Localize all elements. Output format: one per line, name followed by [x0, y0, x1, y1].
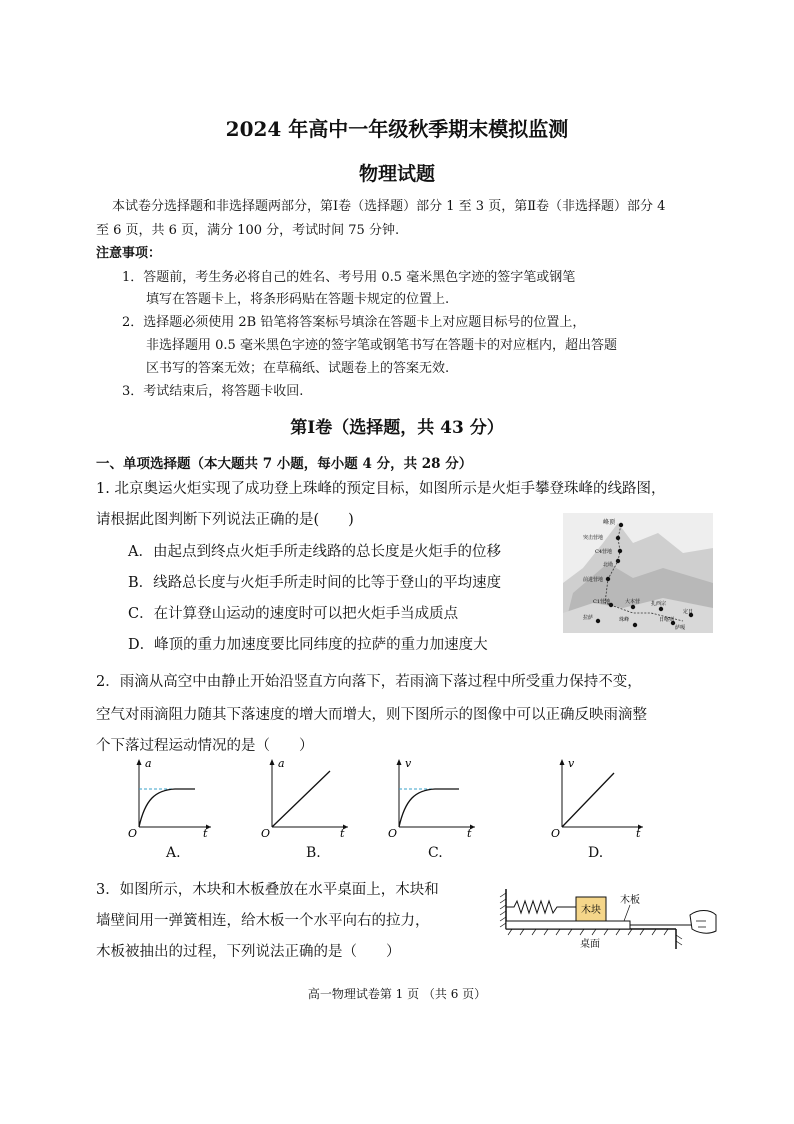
q2-stem-3: 个下落过程运动情况的是（ ） [96, 738, 314, 754]
map-label: 萨嘎 [675, 625, 686, 631]
everest-route-map [563, 513, 713, 633]
block-label: 木块 [581, 905, 601, 916]
graph-y-label: v [405, 757, 412, 770]
graph-origin: O [261, 827, 271, 840]
q1-option-c: C．在计算登山运动的速度时可以把火炬手当成质点 [128, 606, 459, 622]
map-label: C1营地 [593, 599, 611, 605]
graph-x-label: t [636, 827, 641, 840]
exam-title: 2024 年高中一年级秋季期末模拟监测 [225, 117, 569, 141]
graph-x-label: t [340, 827, 345, 840]
map-label: 突击营地 [583, 535, 604, 541]
graph-origin: O [551, 827, 561, 840]
note-3: 3．考试结束后，将答题卡收回. [122, 384, 304, 399]
section-1-heading: 一、单项选择题（本大题共 7 小题，每小题 4 分，共 28 分） [96, 456, 473, 472]
table-label: 桌面 [580, 939, 600, 950]
graph-b-label: B. [306, 845, 321, 861]
q1-option-d: D．峰顶的重力加速度要比同纬度的拉萨的重力加速度大 [128, 637, 488, 653]
graph-c [385, 755, 480, 840]
map-label: 北坳 [603, 562, 614, 568]
map-label: 定日 [683, 609, 694, 615]
q2-stem-2: 空气对雨滴阻力随其下落速度的增大而增大，则下图所示的图像中可以正确反映雨滴整 [96, 707, 647, 723]
graph-d [548, 755, 648, 840]
graph-y-label: a [278, 757, 285, 770]
note-1a: 1．答题前，考生务必将自己的姓名、考号用 0.5 毫米黑色字迹的签字笔或钢笔 [122, 270, 576, 285]
q3-stem-1: 3．如图所示，木块和木板叠放在水平桌面上，木块和 [96, 882, 439, 898]
q1-option-b: B．线路总长度与火炬手所走时间的比等于登山的平均速度 [128, 575, 502, 591]
map-label: 珠峰 [619, 617, 630, 623]
note-1b: 填写在答题卡上，将条形码贴在答题卡规定的位置上. [146, 292, 450, 307]
graph-b [258, 755, 353, 840]
note-2c: 区书写的答案无效；在草稿纸、试题卷上的答案无效. [146, 361, 450, 376]
graph-a [125, 755, 215, 840]
q1-option-a: A．由起点到终点火炬手所走线路的总长度是火炬手的位移 [128, 544, 501, 560]
board-label: 木板 [620, 895, 640, 906]
graph-c-label: C. [428, 845, 443, 861]
part1-title: 第Ⅰ卷（选择题，共 43 分） [290, 418, 504, 438]
graph-d-label: D. [588, 845, 604, 861]
map-label: C4营地 [595, 549, 613, 555]
q2-stem-1: 2．雨滴从高空中由静止开始沿竖直方向落下，若雨滴下落过程中所受重力保持不变， [96, 674, 642, 690]
notes-heading: 注意事项： [96, 246, 162, 261]
map-label: 峰顶 [603, 519, 616, 526]
graph-a-label: A. [166, 845, 181, 861]
note-2a: 2．选择题必须使用 2B 铅笔将答案标号填涂在答题卡上对应题目标号的位置上， [122, 315, 586, 330]
map-label: 大本营 [625, 599, 641, 605]
map-label: 拉萨 [583, 615, 594, 621]
map-label: 日喀则 [659, 617, 675, 623]
intro-line-2: 至 6 页，共 6 页，满分 100 分，考试时间 75 分钟. [96, 223, 400, 238]
page-footer: 高一物理试卷第 1 页 （共 6 页） [307, 987, 487, 1001]
intro-line-1: 本试卷分选择题和非选择题两部分，第Ⅰ卷（选择题）部分 1 至 3 页，第Ⅱ卷（非选择题）部分 4 [112, 199, 666, 214]
graph-origin: O [388, 827, 398, 840]
graph-x-label: t [203, 827, 208, 840]
map-label: 扎西宗 [651, 601, 667, 607]
note-2b: 非选择题用 0.5 毫米黑色字迹的签字笔或钢笔书写在答题卡的对应框内，超出答题 [146, 338, 617, 353]
map-label: 前进营地 [583, 577, 604, 583]
q1-stem-1: 1. 北京奥运火炬实现了成功登上珠峰的预定目标，如图所示是火炬手攀登珠峰的线路图， [96, 481, 666, 497]
q3-stem-2: 墙壁间用一弹簧相连，给木板一个水平向右的拉力， [96, 913, 430, 929]
q1-stem-2: 请根据此图判断下列说法正确的是( ) [96, 512, 354, 528]
graph-origin: O [128, 827, 138, 840]
graph-y-label: a [145, 757, 152, 770]
graph-y-label: v [568, 757, 575, 770]
graph-x-label: t [467, 827, 472, 840]
subject-title: 物理试题 [358, 163, 435, 185]
spring-block-diagram [492, 883, 722, 963]
q3-stem-3: 木板被抽出的过程，下列说法正确的是（ ） [96, 944, 401, 960]
